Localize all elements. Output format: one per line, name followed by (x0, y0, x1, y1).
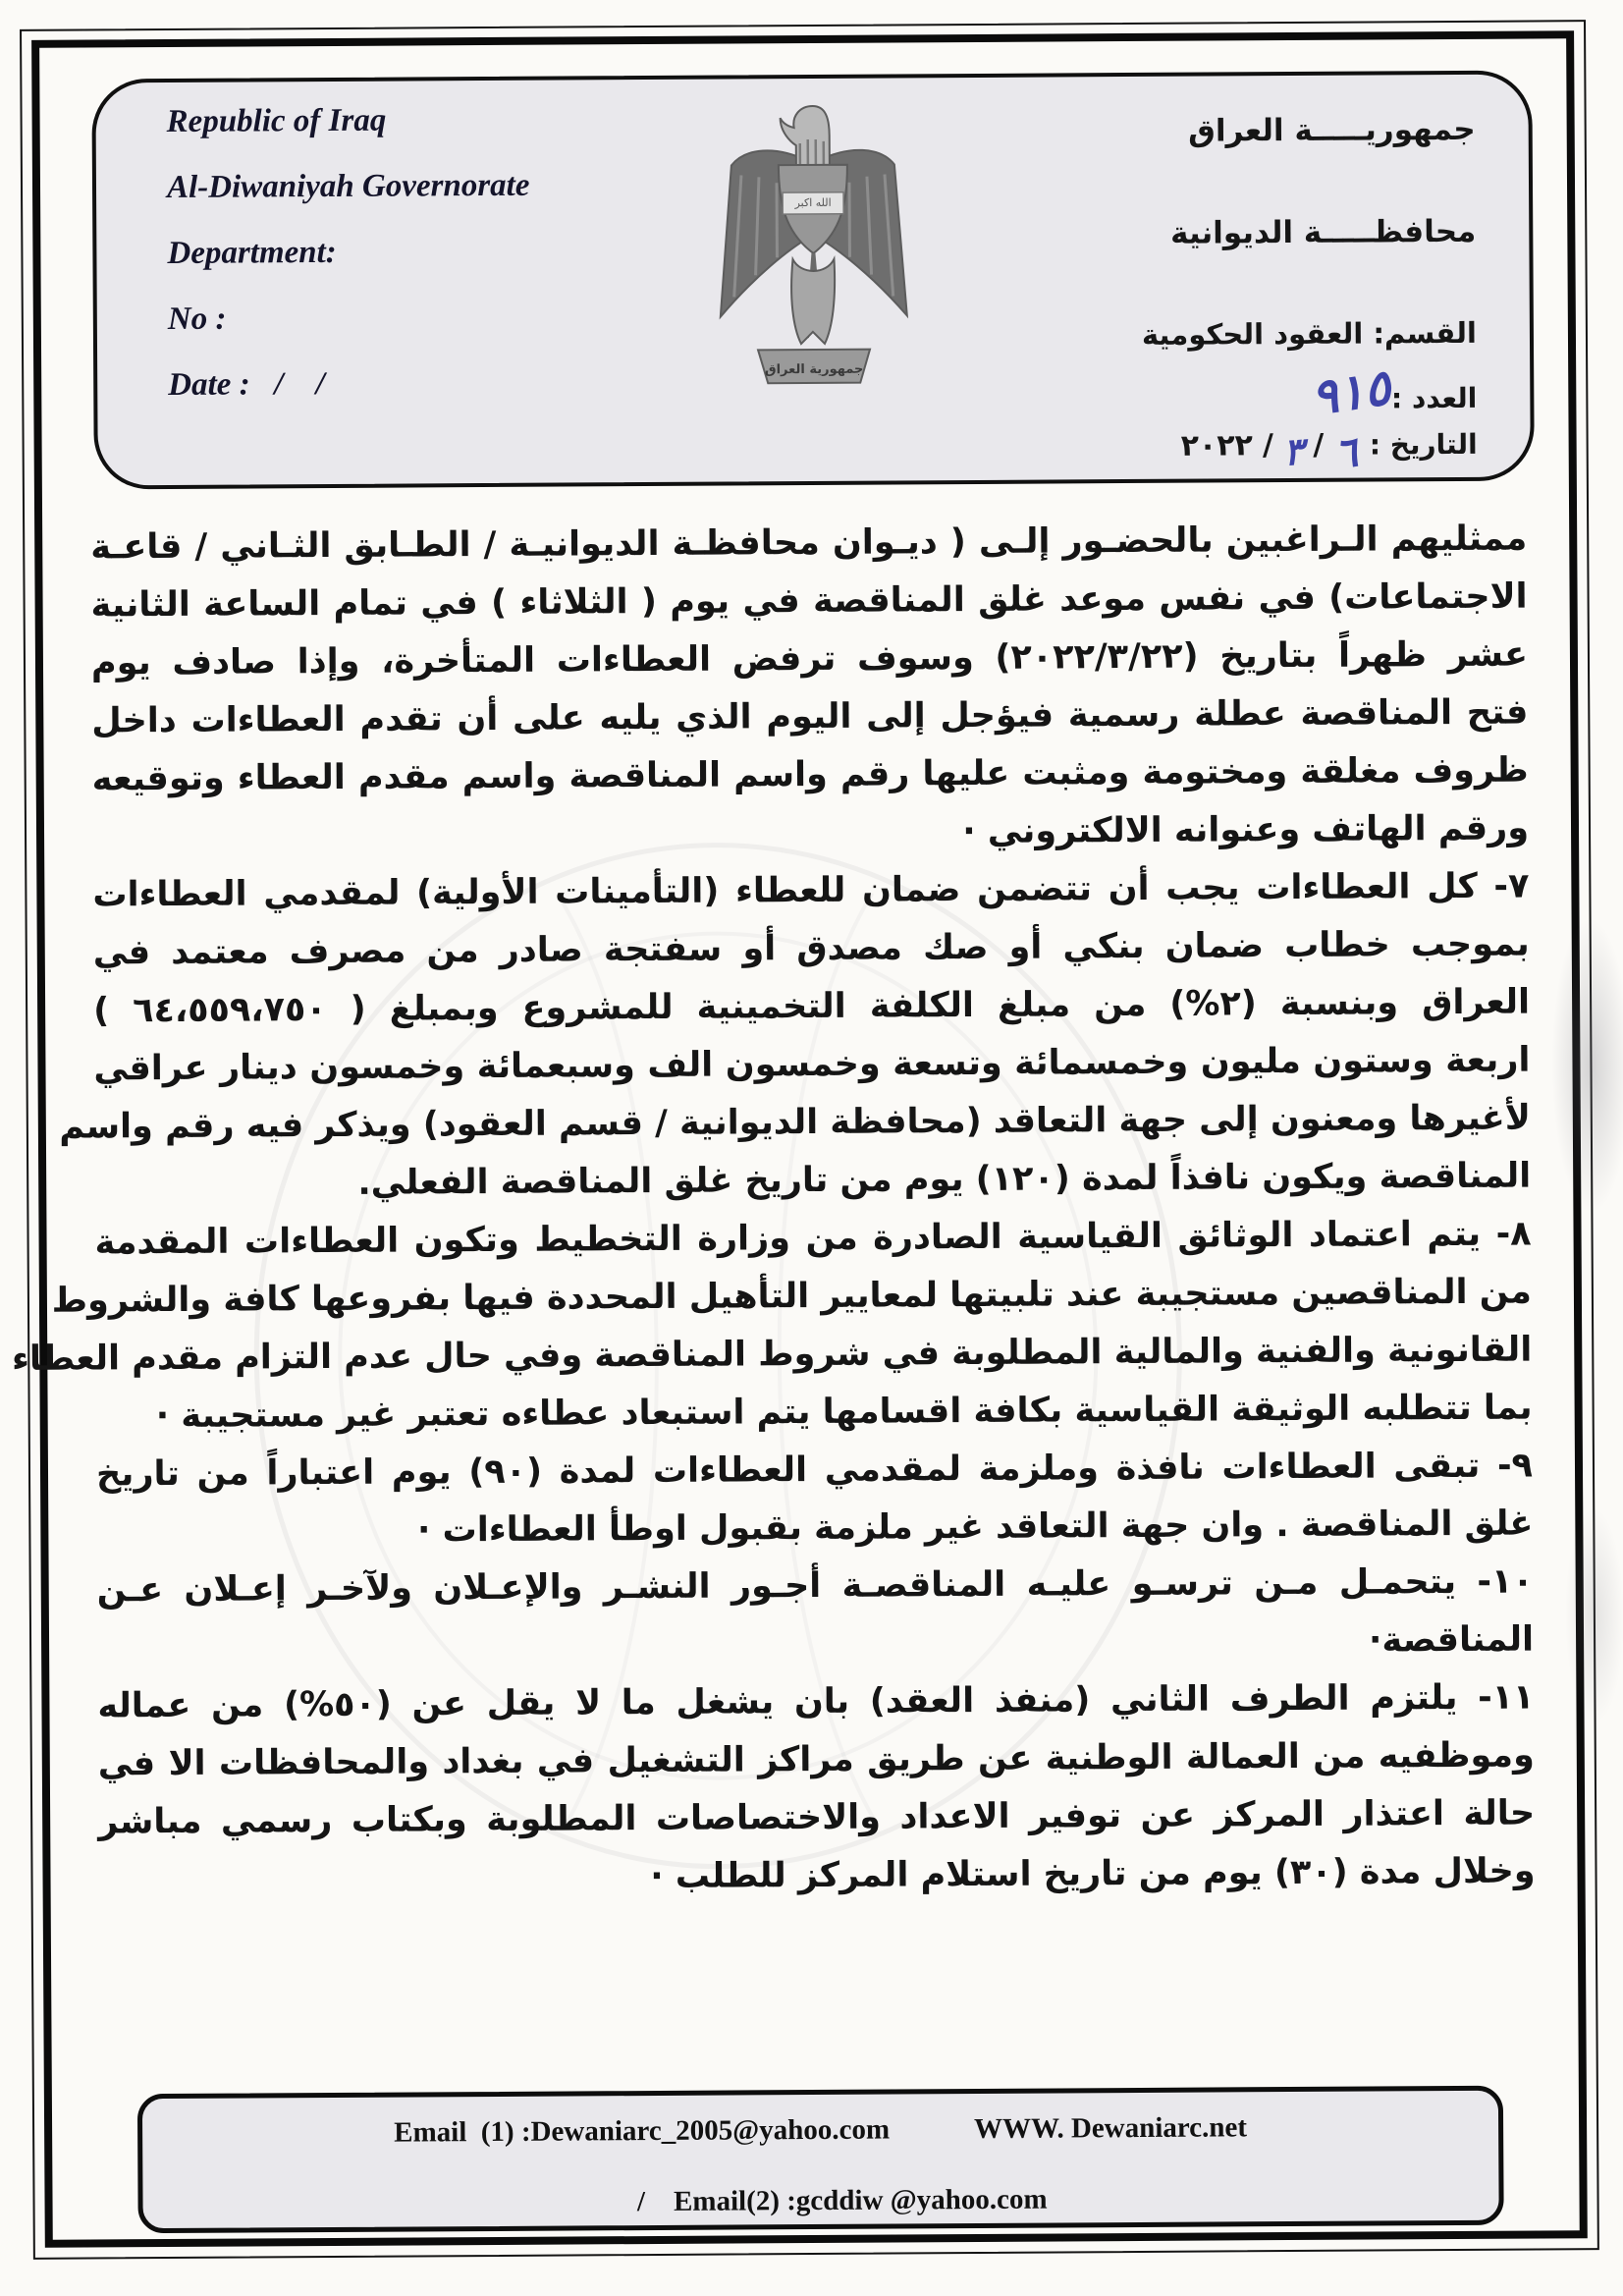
body-line: ٨- يتم اعتماد الوثائق القياسية الصادرة من وزارة التخطيط وتكون العطاءات المقدمة (94, 1214, 1532, 1263)
document-date-row (1180, 420, 1478, 478)
body-line: الاجتماعات) في نفس موعد غلق المناقصة في يوم ( الثلاثاء ) في تمام الساعة الثانية (90, 576, 1528, 626)
body-line: وموظفيه من العمالة الوطنية عن طريق مراكز التشغيل في بغداد والمحافظات الا في (97, 1735, 1535, 1784)
body-line: المناقصة· (1368, 1619, 1535, 1661)
body-line: ٩- تبقى العطاءات نافذة وملزمة لمقدمي العطاءات لمدة (٩٠) يوم اعتباراً من تاريخ (95, 1446, 1534, 1495)
body-line: العراق وبنسبة (٢%) من مبلغ الكلفة التخمينية للمشروع وبمبلغ ( ٦٤،٥٥٩،٧٥٠ ) (93, 982, 1531, 1031)
country-name-en: Republic of Iraq (166, 102, 387, 139)
letterhead-panel (91, 70, 1535, 489)
governorate-name-ar: محافظـــــة الديوانية (1169, 213, 1477, 251)
body-line: عشر ظهراً بتاريخ (٢٠٢٢/٣/٢٢) وسوف ترفض العطاءات المتأخرة، وإذا صادف يوم (90, 634, 1529, 683)
footer-website: WWW. Dewaniarc.net (973, 2111, 1248, 2146)
footer-line-2 (142, 2149, 1499, 2254)
body-line: ممثليهم الـراغبين بالحضـور إلـى ( ديـوان محافظـة الديوانيـة / الطـابق الثـاني / قاعـة (90, 519, 1528, 568)
date-day-handwritten: ٦ (1330, 427, 1361, 478)
governorate-name-en: Al-Diwaniyah Governorate (166, 167, 530, 205)
body-line: ظروف مغلقة ومختومة ومثبت عليها رقم واسم المناقصة واسم مقدم العطاء وتوقيعه (91, 750, 1529, 799)
footer-contact-panel (137, 2086, 1504, 2233)
body-line: بموجب خطاب ضمان بنكي أو صك مصدق أو سفتجة صادر من مصرف معتمد في (92, 924, 1530, 973)
document-number-handwritten: ٩١٥ (1307, 358, 1394, 427)
number-label-ar: العدد : (1390, 381, 1478, 414)
emblem-banner-text: جمهورية العراق (764, 361, 863, 378)
body-line: ١١- يلتزم الطرف الثاني (منفذ العقد) بان يشغل ما لا يقل عن (٥٠%) من عماله (97, 1677, 1535, 1726)
national-emblem-icon (697, 91, 929, 426)
body-line: من المناقصين مستجيبة عند تلبيتها لمعايير التأهيل المحددة فيها بفروعها كافة والشروط (51, 1272, 1533, 1321)
emblem-shield-text: الله اكبر (794, 195, 832, 210)
body-line: ١٠- يتحمـل مـن ترسـو عليـه المناقصـة أجـور النشـر والإعـلان ولآخـر إعـلان عـن (96, 1561, 1534, 1611)
footer-email-2: / Email(2) :gcddiw @yahoo.com (636, 2183, 1048, 2218)
date-separator: / (1313, 427, 1325, 463)
body-line: اربعة وستون مليون وخمسمائة وتسعة وخمسون الف وسبعمائة وخمسون دينار عراقي (93, 1040, 1531, 1089)
date-separator: / (1262, 428, 1273, 464)
body-line: فتح المناقصة عطلة رسمية فيؤجل إلى اليوم الذي يليه على أن تقدم العطاءات داخل (91, 692, 1529, 741)
country-name-ar: جمهوريـــــة العراق (1188, 111, 1476, 149)
date-label-en: Date : / / (168, 366, 325, 403)
body-line: حالة اعتذار المركز عن توفير الاعداد والاختصاصات المطلوبة وبكتاب رسمي مباشر (98, 1793, 1536, 1842)
document-number-row (1307, 358, 1478, 427)
body-line: غلق المناقصة . وان جهة التعاقد غير ملزمة بقبول اوطأ العطاءات · (416, 1503, 1534, 1551)
number-label-en: No : (167, 301, 227, 337)
body-line: بما تتطلبه الوثيقة القياسية بكافة اقسامها يتم استبعاد عطاءه تعتبر غير مستجيبة · (155, 1388, 1533, 1437)
footer-email-1: Email (1) :Dewaniarc_2005@yahoo.com (394, 2113, 891, 2149)
body-line: المناقصة ويكون نافذاً لمدة (١٢٠) يوم من تاريخ غلق المناقصة الفعلي. (357, 1156, 1532, 1203)
footer-line-1 (142, 2110, 1498, 2151)
letterhead-english-block (166, 102, 530, 433)
body-line: وخلال مدة (٣٠) يوم من تاريخ استلام المركز للطلب · (650, 1851, 1536, 1897)
body-text (11, 511, 1536, 1910)
date-label-ar: التاريخ : (1369, 427, 1478, 462)
date-month-handwritten: ٣ (1281, 428, 1306, 474)
section-name-ar: القسم: العقود الحكومية (1141, 315, 1478, 352)
department-label-en: Department: (167, 234, 337, 271)
body-line: القانونية والفنية والمالية المطلوبة في شروط المناقصة وفي حال عدم التزام مقدم العطاء (11, 1330, 1533, 1379)
body-line: ٧- كل العطاءات يجب أن تتضمن ضمان للعطاء (التأمينات الأولية) لمقدمي العطاءات (92, 866, 1530, 915)
date-year-printed: ٢٠٢٢ (1180, 428, 1254, 464)
body-line: ورقم الهاتف وعنوانه الالكتروني · (962, 808, 1530, 852)
body-line: لأغيرها ومعنون إلى جهة التعاقد (محافظة الديوانية / قسم العقود) ويذكر فيه رقم واسم (59, 1098, 1531, 1147)
